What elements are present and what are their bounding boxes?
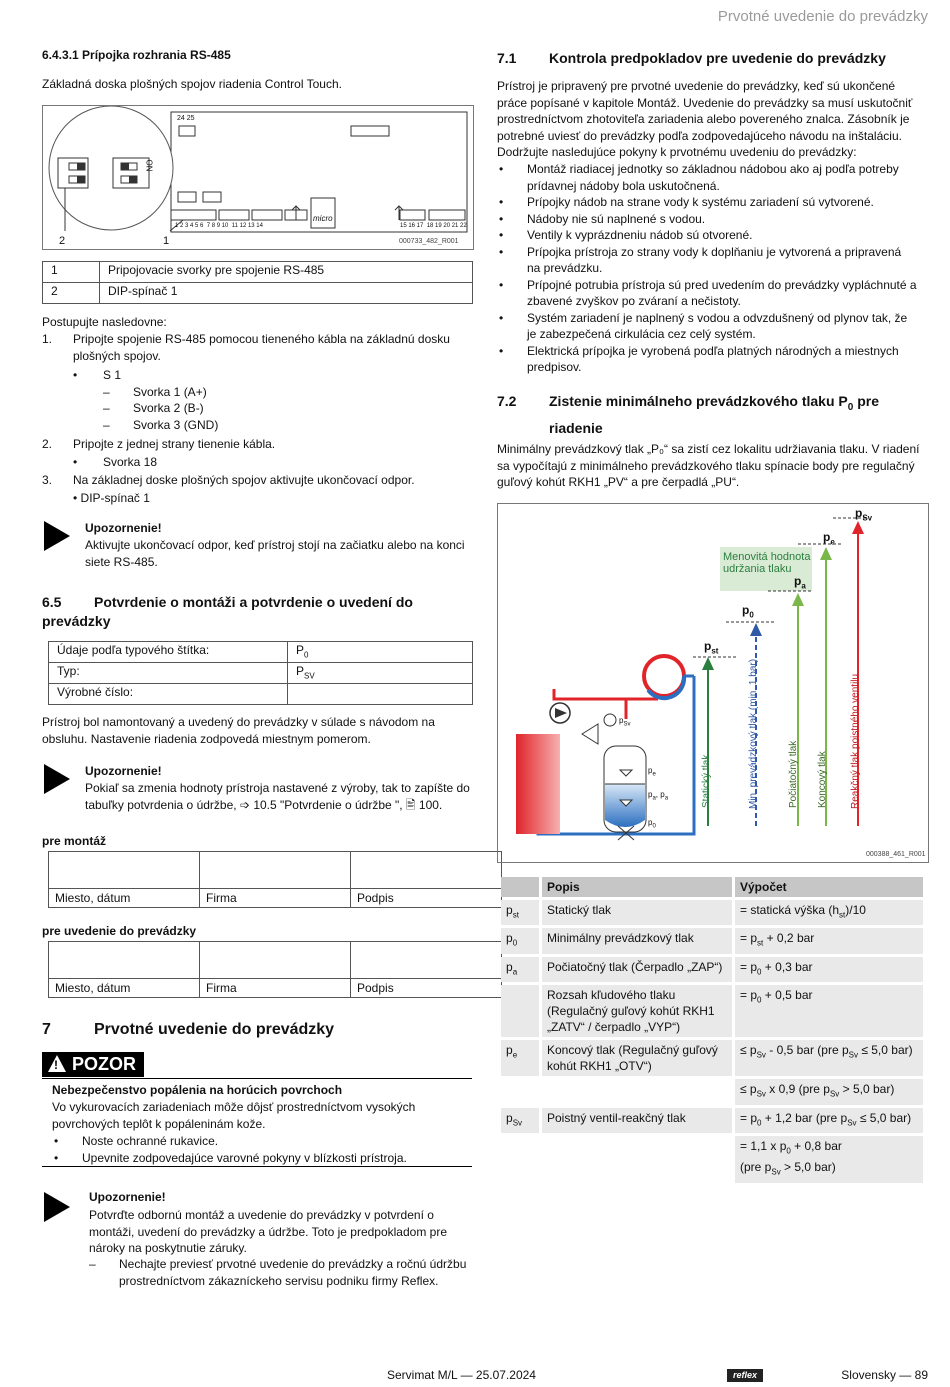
section-72-title-a: Zistenie minimálneho prevádzkového tlaku P: [549, 393, 848, 409]
step1-sub-2: Svorka 2 (B-): [133, 401, 204, 415]
list-item: • Ventily k vyprázdneniu nádob sú otvorené.: [497, 227, 917, 244]
pcb-terminals-right: 15 16 17 18 19 20 21 22: [400, 223, 467, 229]
sig-field[interactable]: [200, 852, 351, 889]
sig-label: Podpis: [351, 979, 502, 998]
note-sub: Nechajte previesť prvotné uvedenie do prevádzky a ročnú údržbu prostredníctvom zákazníckeho servisu podniku firmy Reflex.: [119, 1257, 467, 1288]
legend-row: [43, 262, 473, 283]
table-row: [501, 957, 923, 982]
row-symbol: $p_{st}$: [501, 900, 539, 925]
table-row: [501, 900, 923, 925]
row-popis: Minimálny prevádzkový tlak: [542, 928, 732, 953]
small-pa: $p_a$, $p_a$: [648, 790, 669, 802]
list-item: • Prípojné potrubia prístroja sú pred uvedením do prevádzky vypláchnuté a zbavené zvyškov po zváraní a nečistoty.: [497, 277, 917, 310]
legend-text: Pripojovacie svorky pre spojenie RS-485: [100, 262, 473, 283]
section-7-num: 7: [42, 1021, 51, 1038]
step2-text: Pripojte z jednej strany tienenie kábla.: [73, 437, 276, 451]
row-calc: = statická výška $(h_{st})/10$: [735, 900, 923, 925]
vert-label-min: Min. prevádzkový tlak (min. 1 bar): [748, 658, 759, 809]
table-header: [501, 877, 923, 897]
section-6431-intro: Základná doska plošných spojov riadenia Control Touch.: [42, 77, 342, 91]
dash: –: [103, 401, 110, 415]
row-calc: ≤ $p_{Sv} - 0,5$ bar (pre $p_{Sv} \le 5,0$ bar): [735, 1040, 923, 1076]
label-pa: $p_a$: [794, 574, 806, 591]
diagram-code: 000388_461_R001: [866, 851, 926, 858]
legend-num: 1: [43, 262, 100, 283]
table-row: [501, 1136, 923, 1183]
sig-label: Podpis: [351, 889, 502, 908]
small-p0: $p_0$: [648, 818, 656, 830]
step3-sub: • DIP-spínač 1: [73, 491, 150, 505]
cell: Typ:: [49, 663, 288, 684]
pressure-diagram-drawing: [498, 504, 928, 862]
list-item: • Noste ochranné rukavice.: [52, 1133, 472, 1150]
steps-intro: Postupujte nasledovne:: [42, 315, 167, 329]
cell: [288, 684, 473, 705]
section-72-title-sub: 0: [847, 401, 854, 413]
row-popis: Koncový tlak (Regulačný guľový kohút RKH1 „OTV“): [542, 1040, 732, 1076]
row-symbol: $p_{Sv}$: [501, 1108, 539, 1133]
step3-num: 3.: [42, 473, 53, 487]
pressure-calc-table: [498, 874, 926, 1186]
section-71-bullets: [497, 161, 917, 376]
table-row: [501, 985, 923, 1037]
note-title: Upozornenie!: [89, 1190, 166, 1204]
uvedenie-title: pre uvedenie do prevádzky: [42, 924, 197, 938]
small-psv: $p_{Sv}$: [619, 716, 631, 728]
sig-field[interactable]: [351, 852, 502, 889]
step2-num: 2.: [42, 437, 53, 451]
nameplate-table: [48, 641, 473, 705]
row-symbol: [501, 1079, 539, 1104]
table-row: [501, 1040, 923, 1076]
note-arrow-icon: [44, 521, 70, 551]
sig-field[interactable]: [49, 852, 200, 889]
section-71-title: Kontrola predpokladov pre uvedenie do prevádzky: [549, 50, 886, 66]
row-symbol: [501, 1136, 539, 1183]
section-65-heading: [42, 593, 472, 631]
montaz-title: pre montáž: [42, 834, 107, 848]
step1-num: 1.: [42, 332, 53, 346]
note-title: Upozornenie!: [85, 521, 162, 535]
section-65-num: 6.5: [42, 594, 62, 610]
dash: –: [103, 418, 110, 432]
step1-sub-3: Svorka 3 (GND): [133, 418, 219, 432]
dash: –: [103, 385, 110, 399]
vert-label-start: Počiatočný tlak: [788, 740, 799, 808]
section-72-num: 7.2: [497, 393, 517, 409]
pcb-label-micro: micro: [313, 214, 333, 223]
note-text: Potvrďte odbornú montáž a uvedenie do prevádzky v potvrdení o montáži, uvedení do prevádzky a údržbe. Toto je predpokladom pre nároky na poskytnutie záruky.: [89, 1208, 447, 1255]
label-p0: $p_0$: [742, 603, 754, 620]
footer-page: Slovensky — 89: [841, 1368, 928, 1382]
table-row: [501, 1079, 923, 1104]
section-65-para: Prístroj bol namontovaný a uvedený do prevádzky v súlade s návodom na obsluhu. Nastavenie riadenia zodpovedá miestnym pomerom.: [42, 715, 435, 746]
footer-doc: Servimat M/L — 25.07.2024: [387, 1368, 536, 1382]
row-popis: Poistný ventil-reakčný tlak: [542, 1108, 732, 1133]
step1-text: Pripojte spojenie RS-485 pomocou tieneného kábla na základnú dosku plošných spojov.: [73, 332, 450, 363]
pcb-terminals-left: 1 2 3 4 5 6 7 8 9 10 11 12 13 14: [175, 223, 263, 229]
legend-row: [43, 283, 473, 304]
row-calc: ≤ $p_{Sv}$ x 0,9 (pre $p_{Sv} > 5,0$ bar): [735, 1079, 923, 1104]
table-row: [49, 684, 473, 705]
section-71-num: 7.1: [497, 50, 517, 66]
warning-title: Nebezpečenstvo popálenia na horúcich povrchoch: [52, 1083, 343, 1097]
sig-field[interactable]: [351, 942, 502, 979]
list-item: • Prípojky nádob na strane vody k systému zariadení sú vytvorené.: [497, 194, 917, 211]
vert-label-safety: Reakčný tlak poistného ventilu: [850, 673, 861, 809]
dip-on-label: ON: [144, 159, 154, 172]
sig-label: Firma: [200, 979, 351, 998]
sig-label: Miesto, dátum: [49, 889, 200, 908]
row-calc: = $p_{st} + 0,2$ bar: [735, 928, 923, 953]
vert-label-end: Koncový tlak: [817, 751, 828, 808]
section-7-heading: [42, 1021, 334, 1039]
section-65-title: Potvrdenie o montáži a potvrdenie o uvedení do prevádzky: [42, 594, 413, 629]
signature-table-montaz: [48, 851, 502, 908]
pcb-figure: [42, 105, 474, 250]
note-arrow-icon: [44, 764, 70, 794]
row-calc: = $p_0 + 0,3$ bar: [735, 957, 923, 982]
vert-label-static: Statický tlak: [701, 754, 712, 808]
list-item: • Elektrická prípojka je vyrobená podľa platných národných a miestnych predpisov.: [497, 343, 917, 376]
step2-sub: Svorka 18: [103, 455, 158, 469]
reflex-logo: reflex: [727, 1369, 763, 1382]
warning-text: Vo vykurovacích zariadeniach môže dôjsť prostredníctvom vysokých povrchových teplôt k popáleninám kože.: [52, 1100, 416, 1131]
pcb-figure-code: 000733_482_R001: [399, 238, 459, 245]
section-71-heading: [497, 50, 886, 66]
row-popis: [542, 1136, 732, 1183]
warning-bullets: [52, 1133, 472, 1166]
warning-label: POZOR: [72, 1054, 137, 1074]
cell: Údaje podľa typového štítka:: [49, 642, 288, 663]
callout-2: 2: [59, 235, 66, 247]
sig-label: Miesto, dátum: [49, 979, 200, 998]
header-popis: Popis: [542, 877, 732, 897]
cell: $P_0$: [288, 642, 473, 663]
list-item: • Montáž riadiacej jednotky so základnou nádobou ako aj podľa potreby prídavnej nádoby bola uskutočnená.: [497, 161, 917, 194]
section-71-para: Prístroj je pripravený pre prvotné uvedenie do prevádzky, keď sú ukončené práce popísané v kapitole Montáž. Uvedenie do prevádzky sa musí uskutočniť prostredníctvom zhotoviteľa zariadenia alebo povereného znalca. Zásobník je potrebné uviesť do prevádzky podľa zodpovedajúceho návodu na inštaláciu. Dodržujte nasledujúce pokyny k prvotnému uvedeniu do prevádzky:: [497, 79, 913, 159]
list-item: • Prípojka prístroja zo strany vody k doplňaniu je vytvorená a pripravená na prevádzku.: [497, 244, 917, 277]
row-calc: = 1,1 x $p_0 + 0,8$ bar (pre $p_{Sv} > 5,0$ bar): [735, 1136, 923, 1183]
small-pe: $p_e$: [648, 766, 656, 778]
label-psv: $p_{Sv}$: [855, 506, 873, 523]
section-72-heading: [497, 391, 927, 438]
step1-sub-1: Svorka 1 (A+): [133, 385, 207, 399]
header-sym: [501, 877, 539, 897]
setpoint-label: Menovitá hodnota udržania tlaku: [723, 551, 811, 575]
bullet-dot: •: [73, 368, 78, 382]
row-popis: [542, 1079, 732, 1104]
cell: $P_{SV}$: [288, 663, 473, 684]
sig-field[interactable]: [200, 942, 351, 979]
legend-text: DIP-spínač 1: [100, 283, 473, 304]
header-vypocet: Výpočet: [735, 877, 923, 897]
section-72-title-b: pre riadenie: [549, 393, 879, 436]
bullet-dot: •: [73, 455, 78, 469]
section-7-title: Prvotné uvedenie do prevádzky: [94, 1021, 335, 1038]
sig-label: Firma: [200, 889, 351, 908]
row-symbol: $p_a$: [501, 957, 539, 982]
divider: [42, 1078, 472, 1079]
pcb-label-top: 24 25: [177, 115, 195, 122]
step3-text: Na základnej doske plošných spojov aktivujte ukončovací odpor.: [73, 473, 415, 487]
row-symbol: $p_0$: [501, 928, 539, 953]
table-row: [49, 663, 473, 684]
callout-1: 1: [163, 235, 170, 247]
list-item: • Systém zariadení je naplnený s vodou a odvzdušnený od plynov tak, že je zabezpečená cirkulácia cez celý systém.: [497, 310, 917, 343]
row-symbol: $p_e$: [501, 1040, 539, 1076]
row-symbol: [501, 985, 539, 1037]
sig-field[interactable]: [49, 942, 200, 979]
note-text: Pokiaľ sa zmenia hodnoty prístroja nastavené z výroby, tak to zapíšte do tabuľky potvrdenia o údržbe, ➩ 10.5 "Potvrdenie o údržbe ", 🖹 100.: [85, 781, 470, 812]
running-header: Prvotné uvedenie do prevádzky: [717, 8, 928, 25]
legend-table: [42, 261, 473, 304]
note-arrow-icon: [44, 1192, 70, 1222]
pressure-diagram: [497, 503, 929, 863]
warning-icon: !: [48, 1055, 66, 1072]
table-row: [49, 642, 473, 663]
list-item: • Nádoby nie sú naplnené s vodou.: [497, 211, 917, 228]
row-calc: = $p_0 + 1,2$ bar (pre $p_{Sv} \le 5,0$ bar): [735, 1108, 923, 1133]
table-row: [501, 928, 923, 953]
section-6431-heading: 6.4.3.1 Prípojka rozhrania RS-485: [42, 48, 231, 62]
label-pst: $p_{st}$: [704, 639, 719, 656]
row-popis: Rozsah kľudového tlaku (Regulačný guľový kohút RKH1 „ZATV“ / čerpadlo „VYP“): [542, 985, 732, 1037]
cell: Výrobné číslo:: [49, 684, 288, 705]
warning-badge: [42, 1052, 144, 1077]
row-popis: Počiatočný tlak (Čerpadlo „ZAP“): [542, 957, 732, 982]
divider: [42, 1166, 472, 1167]
label-pe: $p_e$: [823, 530, 835, 547]
table-row: [501, 1108, 923, 1133]
note-text: Aktivujte ukončovací odpor, keď prístroj stojí na začiatku alebo na konci siete RS-485.: [85, 538, 465, 569]
section-72-para: Minimálny prevádzkový tlak „P₀“ sa zistí cez lokalitu udržiavania tlaku. V riadení sa vypočítajú z minimálneho prevádzkového tlaku spínacie body pre regulačný guľový kohút RKH1 „PV“ a pre čerpadlá „PU“.: [497, 442, 920, 489]
signature-table-uvedenie: [48, 941, 502, 998]
note-dash: –: [89, 1257, 96, 1271]
legend-num: 2: [43, 283, 100, 304]
note-title: Upozornenie!: [85, 764, 162, 778]
row-popis: Statický tlak: [542, 900, 732, 925]
step1-s1: S 1: [103, 368, 122, 382]
row-calc: = $p_0 + 0,5$ bar: [735, 985, 923, 1037]
list-item: • Upevnite zodpovedajúce varovné pokyny v blízkosti prístroja.: [52, 1150, 472, 1167]
